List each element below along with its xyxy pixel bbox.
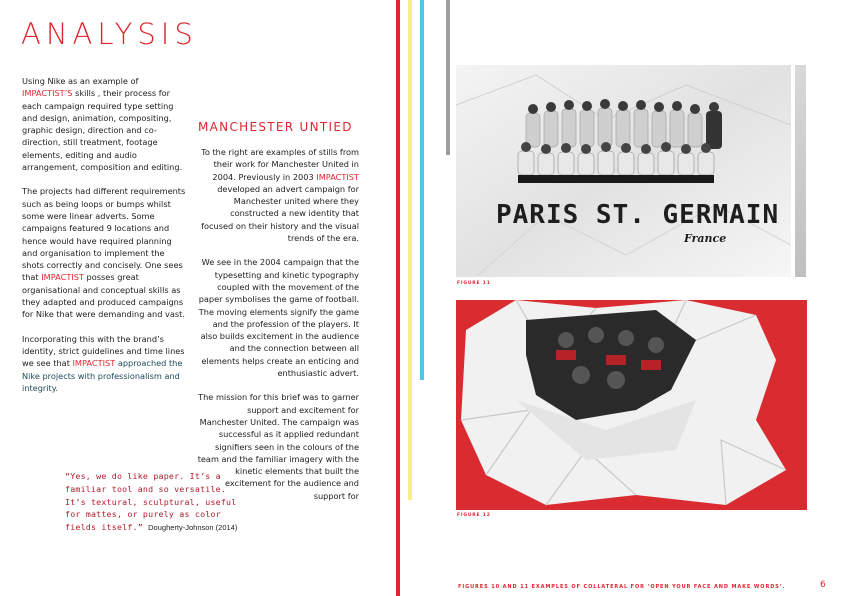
figure-11-caption-text: PARIS ST. GERMAIN xyxy=(496,200,780,230)
left-p3-brand: IMPACTIST xyxy=(72,358,116,369)
left-p1-text-after: skills , their process for each campaign required type setting and design, animation, compositing, graphic design, direction and co-direction, still treatment, footage elements, editing and audio arrangement, composition and editing. xyxy=(22,88,183,173)
page-title: ANALYSIS xyxy=(21,17,198,51)
left-p1-text-before: Using Nike as an example of xyxy=(22,76,139,86)
pull-quote xyxy=(65,470,240,535)
left-p3-text-before: Incorporating this with the brand’s identity, strict guidelines and time lines we see that xyxy=(22,333,185,369)
quote-text: “Yes, we do like paper. It’s a familiar tool and so versatile. It’s textural, sculptural, useful for mattes, or purely as color fields itself.” xyxy=(65,471,237,533)
middle-column xyxy=(197,146,359,514)
left-paragraph-1 xyxy=(22,75,187,173)
left-p1-brand: IMPACTIST’S xyxy=(22,88,73,99)
figure-11-subtext: France xyxy=(684,232,727,245)
left-p2-text-before: The projects had different requirements such as being loops or bumps whilst some were linear adverts. Some campaigns featured 9 locations and hence would have required planning and organisation to implement the shots correctly and concisely. One sees that xyxy=(22,186,186,283)
left-column xyxy=(22,75,187,406)
left-paragraph-3 xyxy=(22,333,187,394)
crumpled-paper-illustration xyxy=(456,300,807,510)
section-heading: MANCHESTER UNTIED xyxy=(198,120,353,134)
middle-paragraph-3: The mission for this brief was to garner support and excitement for Manchester United. The campaign was successful as it applied redundant signifiers seen in the colours of the team and the familiar imagery with the kinetic elements that built the excitement for the audience and support for xyxy=(197,392,359,501)
figure-12-image xyxy=(456,300,807,510)
mid-p1-brand: IMPACTIST xyxy=(316,171,359,182)
middle-paragraph-2: We see in the 2004 campaign that the typesetting and kinetic typography coupled with the movement of the paper symbolises the game of football. The moving elements signify the game and the profession of the players. It also builds excitement in the audience and the connection between all elements helps create an enticing and enthusiastic advert. xyxy=(198,257,359,379)
figure-11-grey-strip xyxy=(795,65,806,277)
mid-p1-text-before: To the right are examples of stills from their work for Manchester United in 2004. Previously in 2003 xyxy=(201,147,359,182)
team-photo-illustration xyxy=(456,65,791,277)
figure-11-image xyxy=(456,65,791,277)
cyan-vertical-bar xyxy=(420,0,424,380)
left-p2-text-after: posses great organisational and conceptual skills as they adapted and produced campaigns for Nike that were demanding and vast. xyxy=(22,272,185,320)
figure-11-label: FIGURE 11 xyxy=(457,281,491,286)
page-number: 6 xyxy=(820,580,826,590)
red-vertical-bar xyxy=(396,0,400,596)
left-paragraph-2 xyxy=(22,185,187,320)
footer-caption: FIGURES 10 AND 11 EXAMPLES OF COLLATERAL FOR ‘OPEN YOUR FACE AND MAKE WORDS’. xyxy=(458,584,786,590)
mid-p1-text-after: developed an advert campaign for Manchester united where they constructed a new identity that focused on their history and the visual trends of the era. xyxy=(201,183,359,244)
left-p2-brand: IMPACTIST xyxy=(41,272,84,283)
figure-12-label: FIGURE 12 xyxy=(457,513,491,518)
middle-paragraph-1 xyxy=(197,146,359,244)
quote-citation: Dougherty-Johnson (2014) xyxy=(148,523,238,533)
left-p3-text-after: approached the Nike projects with professionalism and integrity. xyxy=(22,358,183,393)
grey-vertical-bar xyxy=(446,0,450,155)
yellow-vertical-bar xyxy=(408,0,412,500)
